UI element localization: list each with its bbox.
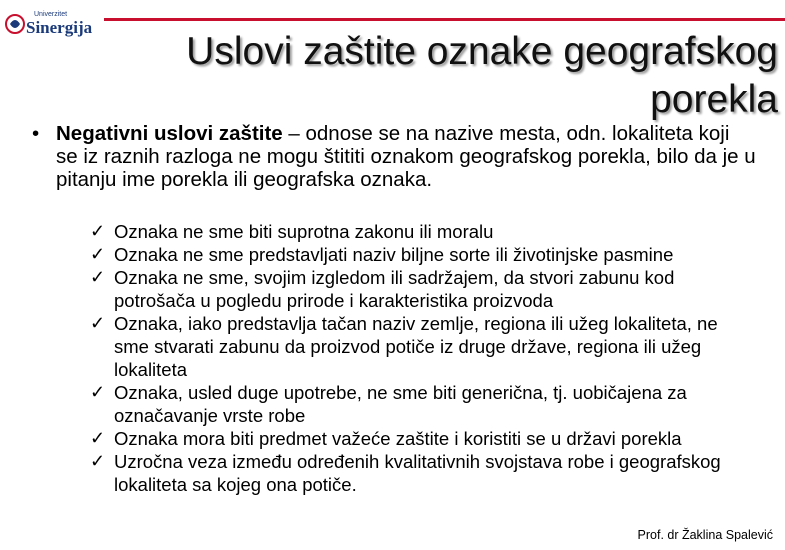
bullet-body: – odnose se na nazive mesta, odn. lokaliteta koji se iz raznih razloga ne mogu štititi oznakom geografskog porekla, bilo da je u pitanju ime porekla ili geografska oznaka. xyxy=(56,122,756,191)
list-item-text: Oznaka ne sme predstavljati naziv biljne sorte ili životinjske pasmine xyxy=(114,244,674,265)
university-logo xyxy=(4,6,104,40)
footer-author: Prof. dr Žaklina Spalević xyxy=(634,528,773,542)
list-item xyxy=(90,220,750,243)
checkmark-icon: ✓ xyxy=(90,428,106,448)
bullet-heading: Negativni uslovi zaštite xyxy=(56,122,283,145)
checkmark-icon: ✓ xyxy=(90,451,106,471)
list-item xyxy=(90,243,750,266)
header-divider xyxy=(104,18,785,21)
checkmark-icon: ✓ xyxy=(90,382,106,402)
list-item xyxy=(90,427,750,450)
bullet-icon: • xyxy=(32,122,40,145)
main-bullet xyxy=(32,122,756,191)
checkmark-icon: ✓ xyxy=(90,221,106,241)
checkmark-icon: ✓ xyxy=(90,313,106,333)
list-item-text: Oznaka mora biti predmet važeće zaštite i koristiti se u državi porekla xyxy=(114,428,682,449)
list-item-text: Oznaka, iako predstavlja tačan naziv zemlje, regiona ili užeg lokaliteta, ne sme stvarati zabunu da proizvod potiče iz druge države, regiona ili užeg lokaliteta xyxy=(114,313,718,380)
list-item xyxy=(90,312,750,381)
checkmark-icon: ✓ xyxy=(90,244,106,264)
list-item-text: Oznaka ne sme, svojim izgledom ili sadržajem, da stvori zabunu kod potrošača u pogledu prirode i karakteristika proizvoda xyxy=(114,267,675,311)
list-item-text: Uzročna veza između određenih kvalitativnih svojstava robe i geografskog lokaliteta sa kojeg ona potiče. xyxy=(114,451,721,495)
list-item xyxy=(90,381,750,427)
checkmark-icon: ✓ xyxy=(90,267,106,287)
slide-title: Uslovi zaštite oznake geografskog porekla xyxy=(186,30,778,121)
list-item xyxy=(90,450,750,496)
logo-brand-text: Sinergija xyxy=(26,18,93,37)
conditions-list xyxy=(90,220,750,496)
logo-top-text: Univerzitet xyxy=(34,11,68,18)
list-item xyxy=(90,266,750,312)
list-item-text: Oznaka ne sme biti suprotna zakonu ili moralu xyxy=(114,221,494,242)
list-item-text: Oznaka, usled duge upotrebe, ne sme biti generična, tj. uobičajena za označavanje vrste robe xyxy=(114,382,687,426)
